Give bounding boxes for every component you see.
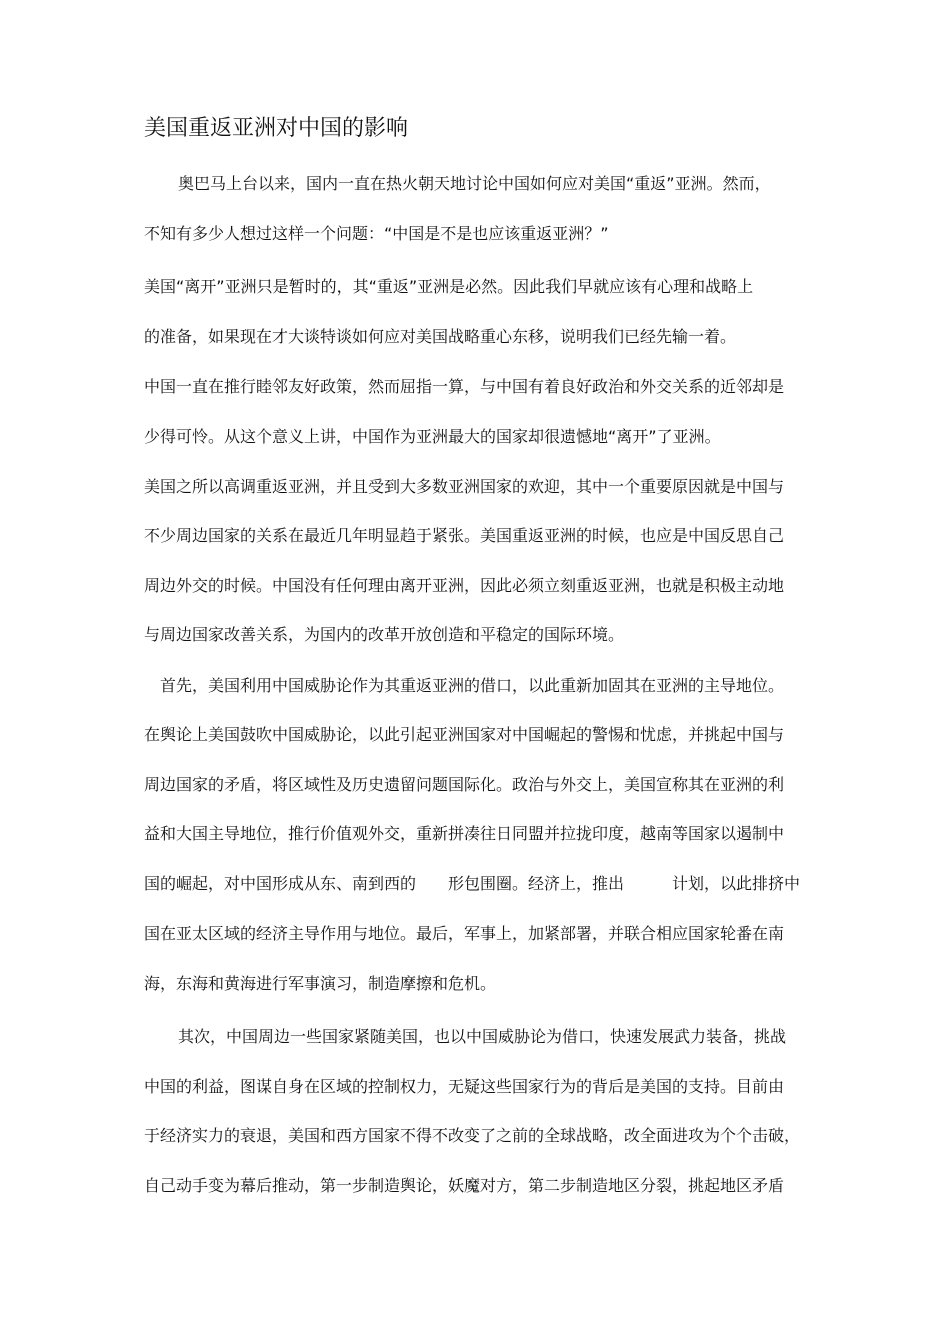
paragraph-line: 少得可怜。从这个意义上讲，中国作为亚洲最大的国家却很遗憾地“离开”了亚洲。 [144, 427, 721, 446]
paragraph-line: 自己动手变为幕后推动，第一步制造舆论，妖魔对方，第二步制造地区分裂，挑起地区矛盾 [144, 1176, 785, 1195]
paragraph-line: 其次，中国周边一些国家紧随美国，也以中国威胁论为借口，快速发展武力装备，挑战 [178, 1027, 787, 1046]
paragraph-line: 周边外交的时候。中国没有任何理由离开亚洲，因此必须立刻重返亚洲，也就是积极主动地 [144, 576, 785, 595]
paragraph-line: 于经济实力的衰退，美国和西方国家不得不改变了之前的全球战略，改全面进攻为个个击破， [144, 1126, 801, 1145]
paragraph-line: 周边国家的矛盾，将区域性及历史遗留问题国际化。政治与外交上，美国宣称其在亚洲的利 [144, 775, 785, 794]
paragraph-line: 不知有多少人想过这样一个问题：“中国是不是也应该重返亚洲？” [144, 224, 609, 243]
paragraph-line: 的准备，如果现在才大谈特谈如何应对美国战略重心东移，说明我们已经先输一着。 [144, 327, 737, 346]
paragraph-line: 美国“离开”亚洲只是暂时的，其“重返”亚洲是必然。因此我们早就应该有心理和战略上 [144, 277, 754, 296]
paragraph-line: 中国的利益，图谋自身在区域的控制权力，无疑这些国家行为的背后是美国的支持。目前由 [144, 1077, 785, 1096]
paragraph-line: 益和大国主导地位，推行价值观外交，重新拼凑往日同盟并拉拢印度，越南等国家以遏制中 [144, 824, 785, 843]
document-title: 美国重返亚洲对中国的影响 [144, 116, 409, 141]
paragraph-line: 奥巴马上台以来，国内一直在热火朝天地讨论中国如何应对美国“重返”亚洲。然而， [178, 174, 771, 193]
paragraph-line: 在舆论上美国鼓吹中国威胁论，以此引起亚洲国家对中国崛起的警惕和忧虑，并挑起中国与 [144, 725, 785, 744]
paragraph-line: 海，东海和黄海进行军事演习，制造摩擦和危机。 [144, 974, 497, 993]
paragraph-line: 美国之所以高调重返亚洲，并且受到大多数亚洲国家的欢迎，其中一个重要原因就是中国与 [144, 477, 785, 496]
paragraph-line: 国在亚太区域的经济主导作用与地位。最后，军事上，加紧部署，并联合相应国家轮番在南 [144, 924, 785, 943]
paragraph-line: 不少周边国家的关系在最近几年明显趋于紧张。美国重返亚洲的时候，也应是中国反思自己 [144, 526, 785, 545]
paragraph-line: 中国一直在推行睦邻友好政策，然而屈指一算，与中国有着良好政治和外交关系的近邻却是 [144, 377, 785, 396]
paragraph-line: 首先，美国利用中国威胁论作为其重返亚洲的借口，以此重新加固其在亚洲的主导地位。 [160, 676, 785, 695]
paragraph-line: 国的崛起，对中国形成从东、南到西的 形包围圈。经济上，推出 计划，以此排挤中 [144, 874, 801, 893]
paragraph-line: 与周边国家改善关系，为国内的改革开放创造和平稳定的国际环境。 [144, 625, 625, 644]
